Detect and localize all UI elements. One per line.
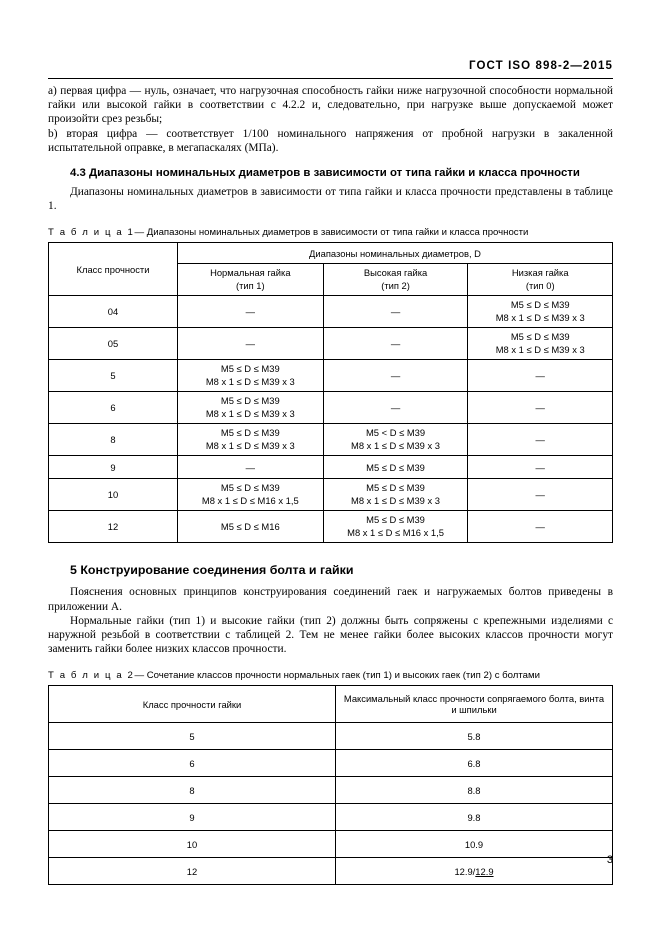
table-1-col-low-line1: Низкая гайка xyxy=(511,267,569,279)
table-row xyxy=(49,804,613,831)
table-1-row-6-normal xyxy=(177,479,323,511)
value-line1: M5 ≤ D ≤ M39 xyxy=(366,482,425,494)
table-1-caption-text: — Диапазоны номинальных диаметров в зависимости от типа гайки и класса прочности xyxy=(134,227,529,239)
value-line2: M8 x 1 ≤ D ≤ M39 x 3 xyxy=(495,311,585,323)
value-line2: M8 x 1 ≤ D ≤ M39 x 3 xyxy=(205,375,295,387)
table-1-caption-label: Т а б л и ц а 1 xyxy=(48,227,135,239)
table-2-row-5-nut: 12 xyxy=(49,858,336,885)
table-1-row-2-normal xyxy=(177,360,323,392)
table-1-col-normal xyxy=(177,264,323,296)
page-content xyxy=(48,84,613,885)
table-1-row-0-high xyxy=(323,296,468,328)
value-line1: — xyxy=(390,305,401,317)
table-row xyxy=(49,858,613,885)
value-line1: — xyxy=(535,369,545,381)
table-1-row-4-normal xyxy=(177,424,323,456)
table-2-row-1-bolt: 6.8 xyxy=(336,750,613,777)
value-underlined: 12.9 xyxy=(475,865,494,877)
header-rule xyxy=(48,78,613,79)
table-2-row-5-bolt xyxy=(336,858,613,885)
value-line1: — xyxy=(535,401,545,413)
table-1-row-6-class: 10 xyxy=(49,479,178,511)
header-line1: Максимальный класс прочности сопрягаемого болта, винта xyxy=(343,692,605,704)
value-line1: — xyxy=(245,305,255,317)
table-2-caption-text: — Сочетание классов прочности нормальных гаек (тип 1) и высоких гаек (тип 2) с болтами xyxy=(134,670,540,682)
table-row xyxy=(49,686,613,723)
table-2-row-3-nut: 9 xyxy=(49,804,336,831)
table-1-row-2-high xyxy=(323,360,468,392)
table-1-row-6-high xyxy=(323,479,468,511)
table-1-col-high xyxy=(323,264,468,296)
heading-4-3: 4.3 Диапазоны номинальных диаметров в зависимости от типа гайки и класса прочности xyxy=(70,167,580,180)
table-1-row-7-normal xyxy=(177,511,323,543)
value-line2: M8 x 1 ≤ D ≤ M16 x 1,5 xyxy=(201,494,299,506)
value-line2: M8 x 1 ≤ D ≤ M16 x 1,5 xyxy=(347,526,444,538)
table-1-header-class: Класс прочности xyxy=(49,243,178,296)
table-1-col-low xyxy=(468,264,613,296)
value-line1: M5 ≤ D ≤ M39 xyxy=(220,427,280,439)
value-line2: M8 x 1 ≤ D ≤ M39 x 3 xyxy=(351,494,441,506)
table-1-col-low-line2: (тип 0) xyxy=(525,279,555,291)
table-1-row-2-low xyxy=(468,360,613,392)
table-1-row-5-normal: — xyxy=(177,456,323,479)
paragraph-4-3: Диапазоны номинальных диаметров в зависимости от типа гайки и класса прочности представлены в таблице 1. xyxy=(48,186,613,213)
table-row xyxy=(49,360,613,392)
table-2-caption-label: Т а б л и ц а 2 xyxy=(48,670,135,682)
value-line1: M5 ≤ D ≤ M39 xyxy=(510,331,570,343)
value-line2: M8 x 1 ≤ D ≤ M39 x 3 xyxy=(205,439,295,451)
heading-5: 5 Конструирование соединения болта и гайки xyxy=(70,563,354,578)
header-standard-number: ГОСТ ISO 898-2—2015 xyxy=(469,60,613,72)
table-1-col-high-line1: Высокая гайка xyxy=(363,267,428,279)
table-2-row-4-bolt: 10.9 xyxy=(336,831,613,858)
table-1-row-0-low xyxy=(468,296,613,328)
value-line1: — xyxy=(245,337,255,349)
table-1-row-5-class: 9 xyxy=(49,456,178,479)
page-number: 3 xyxy=(606,854,613,866)
table-row xyxy=(49,511,613,543)
value-main: 12.9/ xyxy=(454,865,476,877)
table-1-row-3-class: 6 xyxy=(49,392,178,424)
table-1-header-group: Диапазоны номинальных диаметров, D xyxy=(177,243,612,264)
table-row xyxy=(49,479,613,511)
table-row xyxy=(49,750,613,777)
table-1-row-1-normal xyxy=(177,328,323,360)
value-line1: — xyxy=(535,488,545,500)
value-line1: M5 ≤ D ≤ M16 xyxy=(220,520,280,532)
table-1-row-7-class: 12 xyxy=(49,511,178,543)
value-line2: M8 x 1 ≤ D ≤ M39 x 3 xyxy=(205,407,295,419)
table-1-row-4-low xyxy=(468,424,613,456)
table-nominal-diameter-ranges xyxy=(48,242,613,543)
value-line1: M5 ≤ D ≤ M39 xyxy=(220,363,280,375)
table-1-row-5-low: — xyxy=(468,456,613,479)
table-1-row-1-class: 05 xyxy=(49,328,178,360)
table-row xyxy=(49,831,613,858)
table-row xyxy=(49,243,613,264)
table-row xyxy=(49,777,613,804)
value-line1: M5 ≤ D ≤ M39 xyxy=(510,299,570,311)
table-row xyxy=(49,456,613,479)
table-1-caption xyxy=(48,227,613,238)
table-2-row-3-bolt: 9.8 xyxy=(336,804,613,831)
table-row xyxy=(49,328,613,360)
table-2-row-1-nut: 6 xyxy=(49,750,336,777)
table-1-row-4-class: 8 xyxy=(49,424,178,456)
value-line1: — xyxy=(390,401,401,413)
table-2-header-bolt xyxy=(336,686,613,723)
table-1-row-2-class: 5 xyxy=(49,360,178,392)
table-row xyxy=(49,392,613,424)
value-line2: M8 x 1 ≤ D ≤ M39 x 3 xyxy=(495,343,585,355)
paragraph-a: a) первая цифра — нуль, означает, что нагрузочная способность гайки ниже нагрузочной способности нормальной гайки или высокой гайки в соответствии с 4.2.2 и, следовательно, при нагрузке выше допускаемой может произойти срез резьбы; xyxy=(48,85,613,126)
table-2-row-0-bolt: 5.8 xyxy=(336,723,613,750)
value-line1: M5 ≤ D ≤ M39 xyxy=(220,395,280,407)
paragraph-5-1: Пояснения основных принципов конструирования соединений гаек и нагружаемых болтов приведены в приложении А. xyxy=(48,586,613,613)
table-1-row-0-class: 04 xyxy=(49,296,178,328)
table-1-row-1-low xyxy=(468,328,613,360)
table-row xyxy=(49,296,613,328)
table-2-row-2-nut: 8 xyxy=(49,777,336,804)
table-row xyxy=(49,723,613,750)
table-1-col-normal-line2: (тип 1) xyxy=(235,279,265,291)
paragraph-5-2: Нормальные гайки (тип 1) и высокие гайки (тип 2) должны быть сопряжены с крепежными изделиями с наружной резьбой в соответствии с таблицей 2. Тем не менее гайки более высоких классов прочности могут заменить гайки более низких классов прочности. xyxy=(48,614,613,656)
table-2-row-0-nut: 5 xyxy=(49,723,336,750)
table-2-row-4-nut: 10 xyxy=(49,831,336,858)
value-line1: M5 < D ≤ M39 xyxy=(366,427,426,439)
value-line1: — xyxy=(390,369,401,381)
table-2-caption xyxy=(48,670,613,681)
paragraph-b: b) вторая цифра — соответствует 1/100 номинального напряжения от пробной нагрузки в закаленной испытательной оправке, в мегапаскалях (МПа). xyxy=(48,127,613,154)
value-line1: M5 ≤ D ≤ M39 xyxy=(220,482,280,494)
value-line1: — xyxy=(535,433,545,445)
table-1-row-0-normal xyxy=(177,296,323,328)
table-2-row-2-bolt: 8.8 xyxy=(336,777,613,804)
value-line1: — xyxy=(390,337,401,349)
value-line1: M5 ≤ D ≤ M39 xyxy=(366,514,425,526)
table-row xyxy=(49,424,613,456)
table-1-row-3-low xyxy=(468,392,613,424)
table-1-row-5-high: M5 ≤ D ≤ M39 xyxy=(323,456,468,479)
table-1-col-high-line2: (тип 2) xyxy=(381,279,410,291)
value-line1: — xyxy=(535,520,545,532)
table-1-row-3-normal xyxy=(177,392,323,424)
table-2-header-nut: Класс прочности гайки xyxy=(49,686,336,723)
table-1-row-7-high xyxy=(323,511,468,543)
table-strength-class-combinations xyxy=(48,685,613,885)
value-line2: M8 x 1 ≤ D ≤ M39 x 3 xyxy=(351,439,441,451)
table-1-row-4-high xyxy=(323,424,468,456)
page-header xyxy=(48,60,613,72)
table-1-col-normal-line1: Нормальная гайка xyxy=(210,267,291,279)
table-1-row-7-low xyxy=(468,511,613,543)
table-1-row-3-high xyxy=(323,392,468,424)
table-1-row-1-high xyxy=(323,328,468,360)
table-1-row-6-low xyxy=(468,479,613,511)
header-line2: и шпильки xyxy=(451,704,497,716)
